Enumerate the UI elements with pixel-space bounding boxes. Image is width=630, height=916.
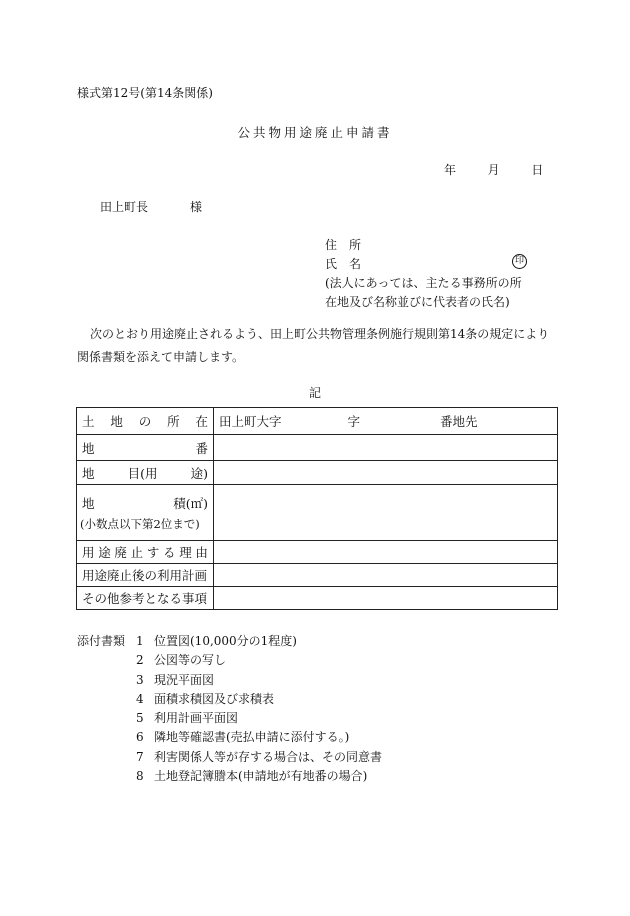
applicant-block (325, 236, 522, 312)
list-item: 3 現況平面図 (136, 672, 215, 687)
date-line (444, 161, 543, 178)
list-item: 6 隣地等確認書(売払申請に添付する。) (136, 730, 350, 745)
list-item: 1 位置図(10,000分の1程度) (136, 634, 297, 648)
list-item: 5 利用計画平面図 (136, 711, 239, 726)
usage-plan-value[interactable] (214, 564, 558, 587)
corporate-note-line1: (法人にあっては、主たる事務所の所 (325, 276, 522, 290)
list-item: 2 公図等の写し (136, 653, 227, 668)
aza-text: 字 (347, 414, 361, 429)
usage-plan-label: 用途廃止後の利用計画 (77, 564, 214, 587)
date-day: 日 (531, 163, 544, 177)
area-value[interactable] (214, 485, 558, 541)
banchi-text: 番地先 (440, 414, 478, 429)
table-row (77, 461, 558, 485)
attachments-list (136, 632, 382, 786)
application-table (76, 407, 558, 610)
list-item: 4 面積求積図及び求積表 (136, 691, 275, 706)
attachments-label: 添付書類 (77, 634, 126, 648)
seal-icon: 印 (512, 254, 527, 269)
location-value (214, 408, 558, 435)
town-text: 田上町大字 (219, 414, 282, 429)
table-row (77, 485, 558, 541)
date-year: 年 (444, 163, 457, 177)
list-item: 8 土地登記簿謄本(申請地が有地番の場合) (136, 769, 368, 784)
addressee (100, 198, 202, 215)
addressee-honorific: 様 (190, 200, 203, 214)
document-title: 公共物用途廃止申請書 (237, 125, 393, 140)
address-label: 住 所 (325, 238, 362, 252)
table-row (77, 564, 558, 587)
reason-label: 用 途 廃 止 す る 理 由 (77, 541, 214, 564)
ki-heading: 記 (308, 386, 321, 400)
land-category-value[interactable] (214, 461, 558, 485)
request-statement: 次のとおり用途廃止されるよう、田上町公共物管理条例施行規則第14条の規定により関係書類を添えて申請します。 (77, 327, 550, 364)
location-label: 土 地 の 所 在 (77, 408, 214, 435)
area-label: 地 積(㎡) (小数点以下第2位まで) (77, 485, 214, 541)
land-category-label: 地 目(用 途) (77, 461, 214, 485)
form-number: 様式第12号(第14条関係) (77, 86, 213, 100)
other-reference-value[interactable] (214, 587, 558, 610)
corporate-note-line2: 在地及び名称並びに代表者の氏名) (325, 295, 510, 309)
table-row (77, 408, 558, 435)
table-row (77, 435, 558, 461)
date-month: 月 (487, 163, 500, 177)
table-row (77, 541, 558, 564)
reason-value[interactable] (214, 541, 558, 564)
lot-number-value[interactable] (214, 435, 558, 461)
addressee-name: 田上町長 (100, 200, 149, 214)
name-label: 氏 名 (325, 257, 362, 271)
list-item: 7 利害関係人等が存する場合は、その同意書 (136, 749, 383, 764)
lot-number-label: 地 番 (77, 435, 214, 461)
table-row (77, 587, 558, 610)
other-reference-label: その他参考となる事項 (77, 587, 214, 610)
